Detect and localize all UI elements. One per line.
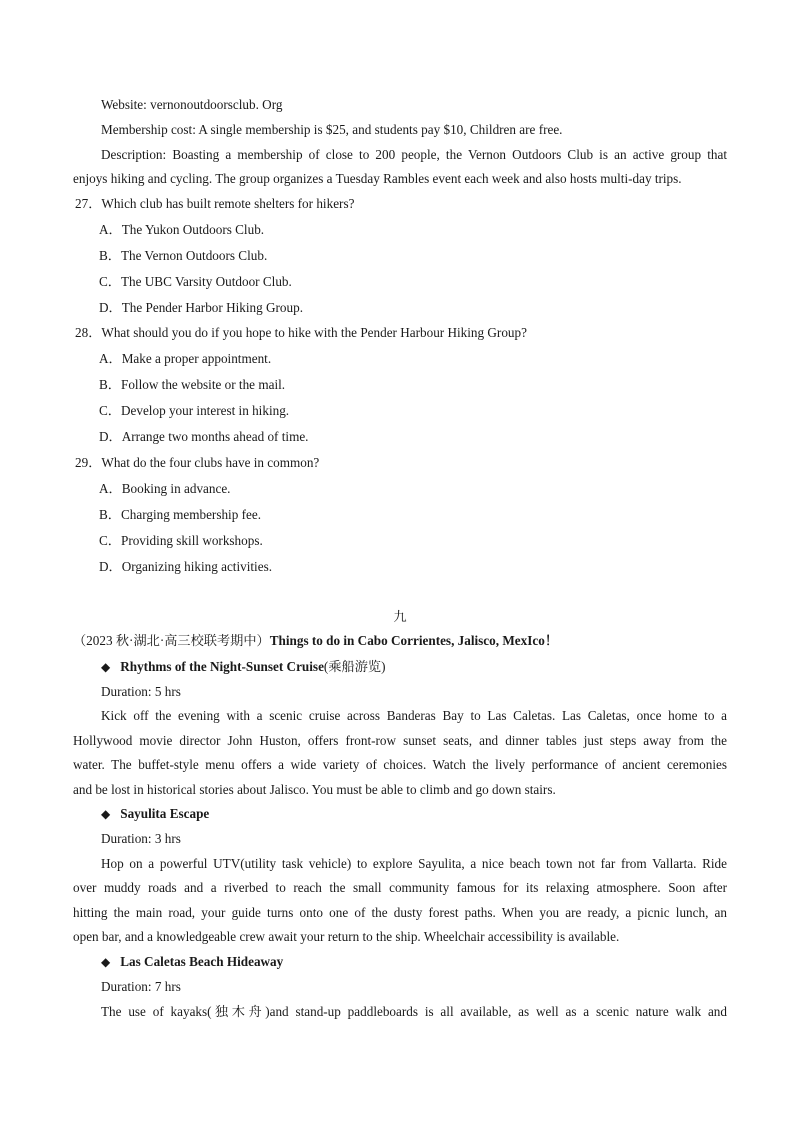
question-29-option-b: B．Charging membership fee. — [99, 507, 262, 522]
question-27: 27．Which club has built remote shelters for hikers? — [75, 196, 355, 211]
section-title: Things to do in Cabo Corrientes, Jalisco, MexIco！ — [269, 633, 559, 648]
activity-heading — [101, 954, 283, 970]
activity-description-line: Hop on a powerful UTV(utility task vehicle) to explore Sayulita, a nice beach town not far from Vallarta. Ride — [101, 856, 727, 871]
club-description-line: enjoys hiking and cycling. The group organizes a Tuesday Rambles event each week and also hosts multi-day trips. — [73, 171, 682, 186]
diamond-bullet-icon: ◆ — [101, 955, 111, 969]
activity-description-line: water. The buffet-style menu offers a wide variety of choices. Watch the lively performance of ancient ceremonies — [73, 757, 727, 772]
activity-heading — [101, 806, 209, 822]
section-heading — [73, 633, 558, 649]
activity-description-line: The use of kayaks(独木舟)and stand-up paddleboards is all available, as well as a scenic nature walk and — [101, 1004, 727, 1019]
activity-description-line: and be lost in historical stories about Jalisco. You must be able to climb and go down stairs. — [73, 782, 556, 797]
activity-description-line: open bar, and a knowledgeable crew await your return to the ship. Wheelchair accessibility is available. — [73, 929, 620, 944]
activity-name-note: (乘船游览) — [323, 659, 386, 674]
diamond-bullet-icon: ◆ — [101, 660, 111, 674]
question-27-option-b: B．The Vernon Outdoors Club. — [99, 248, 268, 263]
section-source: （2023 秋·湖北·高三校联考期中） — [73, 633, 270, 648]
question-27-option-c: C．The UBC Varsity Outdoor Club. — [99, 274, 292, 289]
question-29: 29．What do the four clubs have in common? — [75, 455, 320, 470]
club-membership-cost: Membership cost: A single membership is $25, and students pay $10, Children are free. — [101, 122, 563, 137]
question-29-option-c: C．Providing skill workshops. — [99, 533, 263, 548]
activity-duration: Duration: 7 hrs — [101, 979, 181, 994]
activity-description-line: Kick off the evening with a scenic cruise across Banderas Bay to Las Caletas. Las Caletas, once home to a — [101, 708, 727, 723]
question-27-option-a: A．The Yukon Outdoors Club. — [99, 222, 265, 237]
activity-name: Las Caletas Beach Hideaway — [120, 954, 284, 969]
diamond-bullet-icon: ◆ — [101, 807, 111, 821]
activity-duration: Duration: 3 hrs — [101, 831, 181, 846]
activity-description-line: hitting the main road, your guide turns onto one of the dusty forest paths. When you are ready, a picnic lunch, an — [73, 905, 727, 920]
club-website: Website: vernonoutdoorsclub. Org — [101, 97, 283, 112]
question-29-option-a: A．Booking in advance. — [99, 481, 231, 496]
question-27-option-d: D．The Pender Harbor Hiking Group. — [99, 300, 303, 315]
club-description-line: Description: Boasting a membership of close to 200 people, the Vernon Outdoors Club is an active group that — [101, 147, 727, 162]
question-28-option-c: C．Develop your interest in hiking. — [99, 403, 290, 418]
activity-name: Sayulita Escape — [120, 806, 210, 821]
question-28-option-d: D．Arrange two months ahead of time. — [99, 429, 309, 444]
activity-duration: Duration: 5 hrs — [101, 684, 181, 699]
question-28-option-a: A．Make a proper appointment. — [99, 351, 272, 366]
activity-heading — [101, 659, 385, 675]
activity-description-line: Hollywood movie director John Huston, offers front-row sunset seats, and dinner tables just steps away from the — [73, 733, 727, 748]
activity-description-line: over muddy roads and a riverbed to reach the small community famous for its relaxing atmosphere. Soon after — [73, 880, 727, 895]
section-number: 九 — [393, 609, 407, 624]
question-28: 28．What should you do if you hope to hike with the Pender Harbour Hiking Group? — [75, 325, 527, 340]
activity-name: Rhythms of the Night-Sunset Cruise — [120, 659, 324, 674]
question-28-option-b: B．Follow the website or the mail. — [99, 377, 286, 392]
question-29-option-d: D．Organizing hiking activities. — [99, 559, 272, 574]
